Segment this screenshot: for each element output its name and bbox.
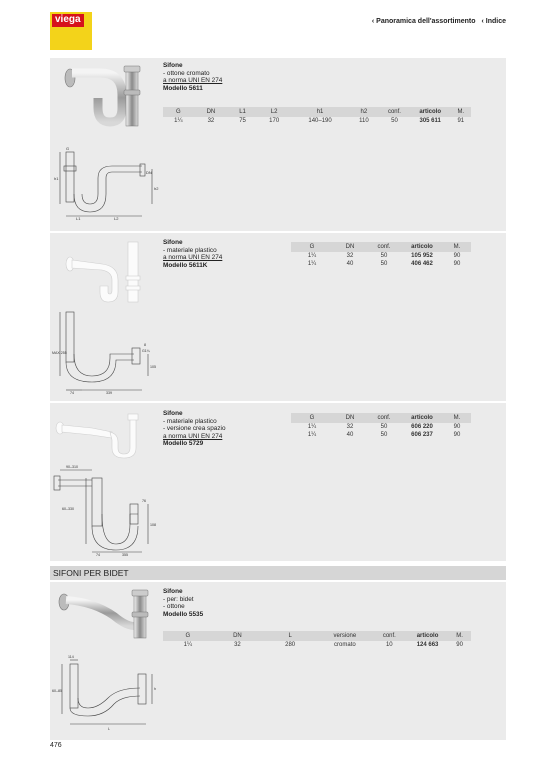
dim-l1: L1 [76,216,81,221]
chevron-left-icon: ‹ [371,18,375,25]
dim-l1: 74 [70,391,74,395]
viega-logo [50,12,92,50]
article-number: 606 237 [411,432,433,438]
cell: 90 [453,424,461,430]
cell: 1¼ [307,432,317,438]
cell: 280 [285,642,296,648]
product-title-5611k [163,239,222,269]
col-h1: h1 [291,107,348,117]
article-number: 406 462 [411,261,433,267]
cell: cromato [334,642,356,648]
col-articolo: articolo [401,242,443,252]
logo-wordmark: viega [52,14,84,27]
cell: 32 [234,642,241,648]
siphon-5729-drawing [52,464,162,556]
article-number: 305 611 [419,118,441,124]
cell: 91 [457,118,465,124]
cell: 90 [453,253,461,259]
dim-a: 114 [68,655,74,659]
cell: 90 [453,432,461,438]
col-m: M. [448,631,471,641]
cell: 1¼ [307,261,317,267]
cell: 50 [391,118,398,124]
col-g: G [163,631,213,641]
cell: 32 [346,253,354,259]
product-line: - ottone cromato [163,69,210,77]
table-row [291,260,471,268]
section-title: SIFONI PER BIDET [53,568,129,578]
dim-g: G [66,146,70,151]
dim-b: 60–85 [52,689,62,693]
col-conf: conf. [367,242,401,252]
index-label: Indice [485,18,506,25]
dim-l2: 339 [106,391,112,395]
divider [50,401,506,402]
siphon-5611-drawing [52,144,162,224]
cell: 10 [385,642,393,648]
spec-table-5611k [291,242,471,268]
product-norm: a norma UNI EN 274 [163,254,223,262]
spec-table-5535 [163,631,471,649]
col-conf: conf. [372,631,407,641]
table-header-row [163,107,471,117]
product-name: Sifone [163,62,183,69]
product-line: - versione crea spazio [163,425,226,433]
product-model: Modello 5611K [163,261,208,269]
col-g: G [291,413,333,423]
dim-e: 108 [150,523,156,527]
col-articolo: articolo [410,107,451,117]
product-name: Sifone [163,410,183,417]
col-conf: conf. [379,107,410,117]
dim-a: 90–310 [66,465,78,469]
dim-h: 105 [150,365,156,369]
table-row [291,252,471,260]
col-g: G [291,242,333,252]
article-number: 124 663 [416,642,439,648]
col-h2: h2 [349,107,380,117]
cell: 40 [346,261,354,267]
cell: 90 [453,261,461,267]
dim-h: h [154,687,156,691]
table-row [291,431,471,439]
col-dn: DN [333,242,367,252]
table-header-row [291,242,471,252]
cell: 1¼ [307,424,317,430]
overview-label: Panoramica dell'assortimento [376,18,476,25]
dim-g: G1¼ [142,349,150,353]
table-row [163,641,471,649]
dim-dn: DN [146,170,152,175]
col-dn: DN [194,107,229,117]
dim-c: 74 [96,553,100,557]
product-model: Modello 5535 [163,610,204,618]
cell: 1¼ [183,642,192,648]
col-dn: DN [333,413,367,423]
table-row [163,117,471,125]
col-g: G [163,107,194,117]
product-line: - materiale plastico [163,246,217,254]
product-title-5611 [163,62,222,92]
dim-f: 76 [142,499,146,503]
dim-d: 355 [122,553,128,557]
dim-h2: h2 [154,186,159,191]
siphon-5611k-drawing [52,310,162,396]
table-header-row [291,413,471,423]
top-navigation [372,18,506,25]
section-header-bidet [50,566,506,580]
col-articolo: articolo [407,631,448,641]
product-norm: a norma UNI EN 274 [163,432,223,440]
dim-max: MAX 255 [52,351,67,355]
cell: 50 [380,253,388,259]
cell: 75 [239,118,246,124]
col-dn: DN [213,631,263,641]
siphon-5611-photo [60,60,160,130]
spec-table-5729 [291,413,471,439]
col-m: M. [451,107,471,117]
article-number: 105 952 [411,253,433,259]
col-l2: L2 [257,107,292,117]
siphon-5535-drawing [52,654,162,734]
table-row [291,423,471,431]
cell: 1¼ [174,118,183,124]
product-name: Sifone [163,239,183,246]
dim-l2: L2 [114,216,119,221]
cell: 170 [269,118,280,124]
product-title-5729 [163,410,226,448]
cell: 40 [346,432,354,438]
cell: 1¼ [307,253,317,259]
cell: 140–190 [308,118,332,124]
col-m: M. [443,413,471,423]
product-model: Modello 5729 [163,440,204,448]
dim-b: 60–330 [62,507,74,511]
index-link[interactable] [481,18,506,25]
cell: 50 [380,432,388,438]
dim-h1: h1 [54,176,59,181]
chevron-left-icon: ‹ [481,18,484,25]
col-articolo: articolo [401,413,443,423]
col-m: M. [443,242,471,252]
cell: 32 [207,118,215,124]
spec-table-5611 [163,107,471,125]
article-number: 606 220 [411,424,433,430]
siphon-5729-photo [52,408,160,458]
col-conf: conf. [367,413,401,423]
product-line: - materiale plastico [163,417,217,425]
cell: 110 [359,118,369,124]
cell: 50 [380,424,388,430]
siphon-5535-photo [54,586,158,646]
product-name: Sifone [163,588,183,595]
cell: 32 [346,424,354,430]
dim-c: 8 [144,343,146,347]
col-versione: versione [318,631,372,641]
col-l1: L1 [228,107,257,117]
product-model: Modello 5611 [163,84,203,92]
product-title-5535 [163,588,203,618]
overview-link[interactable] [372,18,476,25]
dim-l: L [108,727,110,731]
siphon-5611k-photo [62,240,158,306]
product-line: - ottone [163,603,185,611]
product-norm: a norma UNI EN 274 [163,77,223,85]
cell: 90 [456,642,463,648]
product-line: - per: bidet [163,595,194,603]
page-number: 476 [50,742,62,749]
cell: 50 [380,261,388,267]
col-l: L [262,631,318,641]
divider [50,231,506,232]
table-header-row [163,631,471,641]
